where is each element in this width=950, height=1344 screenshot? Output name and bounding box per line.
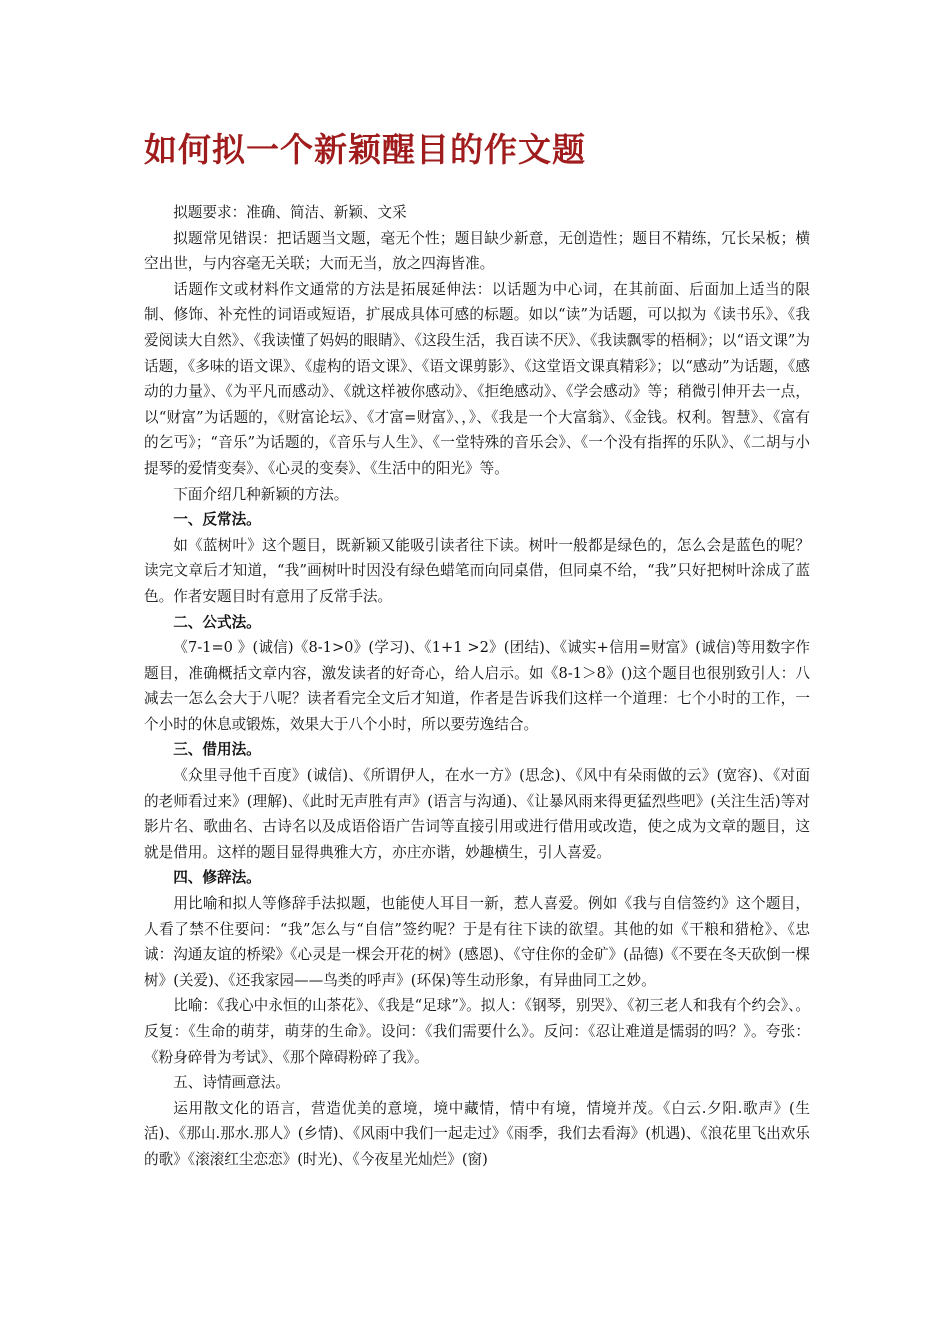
body-paragraph: 《7-1=0 》(诚信)《8-1>0》(学习)、《1+1 >2》(团结)、《诚实+信用=财富》(诚信)等用数字作题目，准确概括文章内容，激发读者的好奇心，给人启示。如《8-1＞8》()这个题目也很别致引人：八减去一怎么会大于八呢？读者看完全文后才知道，作者是告诉我们这样一个道理：七个小时的工作，一个小时的休息或锻炼，效果大于八个小时，所以要劳逸结合。 — [144, 639, 810, 733]
body-paragraph: 下面介绍几种新颖的方法。 — [173, 485, 349, 503]
document-title: 如何拟一个新颖醒目的作文题 — [144, 130, 586, 169]
body-paragraph: 拟题要求：准确、简洁、新颖、文采 — [173, 204, 407, 221]
body-paragraph: 用比喻和拟人等修辞手法拟题，也能使人耳目一新，惹人喜爱。例如《我与自信签约》这个题目，人看了禁不住要问：“我”怎么与“自信”签约呢？于是有往下读的欲望。其他的如《干粮和猎枪》、《忠诚：沟通友谊的桥梁》《心灵是一棵会开花的树》(感恩)、《守住你的金矿》(品德)《不要在冬天砍倒一棵树》(关爱)、《还我家园——鸟类的呼声》(环保)等生动形象，有异曲同工之妙。 — [144, 895, 810, 989]
body-paragraph: 五、诗情画意法。 — [173, 1074, 290, 1092]
section-heading: 三、借用法。 — [173, 741, 261, 759]
body-paragraph: 拟题常见错误：把话题当文题，毫无个性；题目缺少新意，无创造性；题目不精练，冗长呆板；横空出世，与内容毫无关联；大而无当，放之四海皆准。 — [144, 229, 810, 273]
body-paragraph: 比喻：《我心中永恒的山茶花》、《我是“足球”》。拟人：《钢琴，别哭》、《初三老人和我有个约会》、。反复：《生命的萌芽，萌芽的生命》。设问：《我们需要什么》。反问：《忍让难道是懦弱的吗？》。夸张：《粉身碎骨为考试》、《那个障碍粉碎了我》。 — [144, 997, 810, 1066]
section-heading: 二、公式法。 — [173, 613, 261, 631]
section-heading: 一、反常法。 — [173, 511, 261, 529]
body-paragraph: 话题作文或材料作文通常的方法是拓展延伸法：以话题为中心词，在其前面、后面加上适当的限制、修饰、补充性的词语或短语，扩展成具体可感的标题。如以“读”为话题，可以拟为《读书乐》、《我爱阅读大自然》、《我读懂了妈妈的眼睛》、《这段生活，我百读不厌》、《我读飘零的梧桐》；以“语文课”为话题，《多味的语文课》、《虚构的语文课》、《语文课剪影》、《这堂语文课真精彩》；以“感动”为话题，《感动的力量》、《为平凡而感动》、《就这样被你感动》、《拒绝感动》、《学会感动》等；稍微引伸开去一点，以“财富”为话题的，《财富论坛》、《才富=财富》、，》、《我是一个大富翁》、《金钱。权利。智慧》、《富有的乞丐》；“音乐”为话题的，《音乐与人生》、《一堂特殊的音乐会》、《一个没有指挥的乐队》、《二胡与小提琴的爱情变奏》、《心灵的变奏》、《生活中的阳光》等。 — [144, 280, 810, 477]
document-body — [144, 200, 810, 1173]
body-paragraph: 运用散文化的语言，营造优美的意境，境中藏情，情中有境，情境并茂。《白云.夕阳.歌声》(生活)、《那山.那水.那人》(乡情)、《风雨中我们一起走过》《雨季，我们去看海》(机遇)、《浪花里飞出欢乐的歌》《滚滚红尘恋恋》(时光)、《今夜星光灿烂》(窗) — [144, 1099, 810, 1168]
body-paragraph: 如《蓝树叶》这个题目，既新颖又能吸引读者往下读。树叶一般都是绿色的，怎么会是蓝色的呢？读完文章后才知道，“我”画树叶时因没有绿色蜡笔而向同桌借，但同桌不给，“我”只好把树叶涂成了蓝色。作者安题目时有意用了反常手法。 — [144, 536, 810, 605]
section-heading: 四、修辞法。 — [173, 869, 261, 887]
body-paragraph: 《众里寻他千百度》(诚信)、《所谓伊人，在水一方》(思念)、《风中有朵雨做的云》(宽容)、《对面的老师看过来》(理解)、《此时无声胜有声》(语言与沟通)、《让暴风雨来得更猛烈些吧》(关注生活)等对影片名、歌曲名、古诗名以及成语俗语广告词等直接引用或进行借用或改造，使之成为文章的题目，这就是借用。这样的题目显得典雅大方，亦庄亦谐，妙趣横生，引人喜爱。 — [144, 767, 810, 861]
